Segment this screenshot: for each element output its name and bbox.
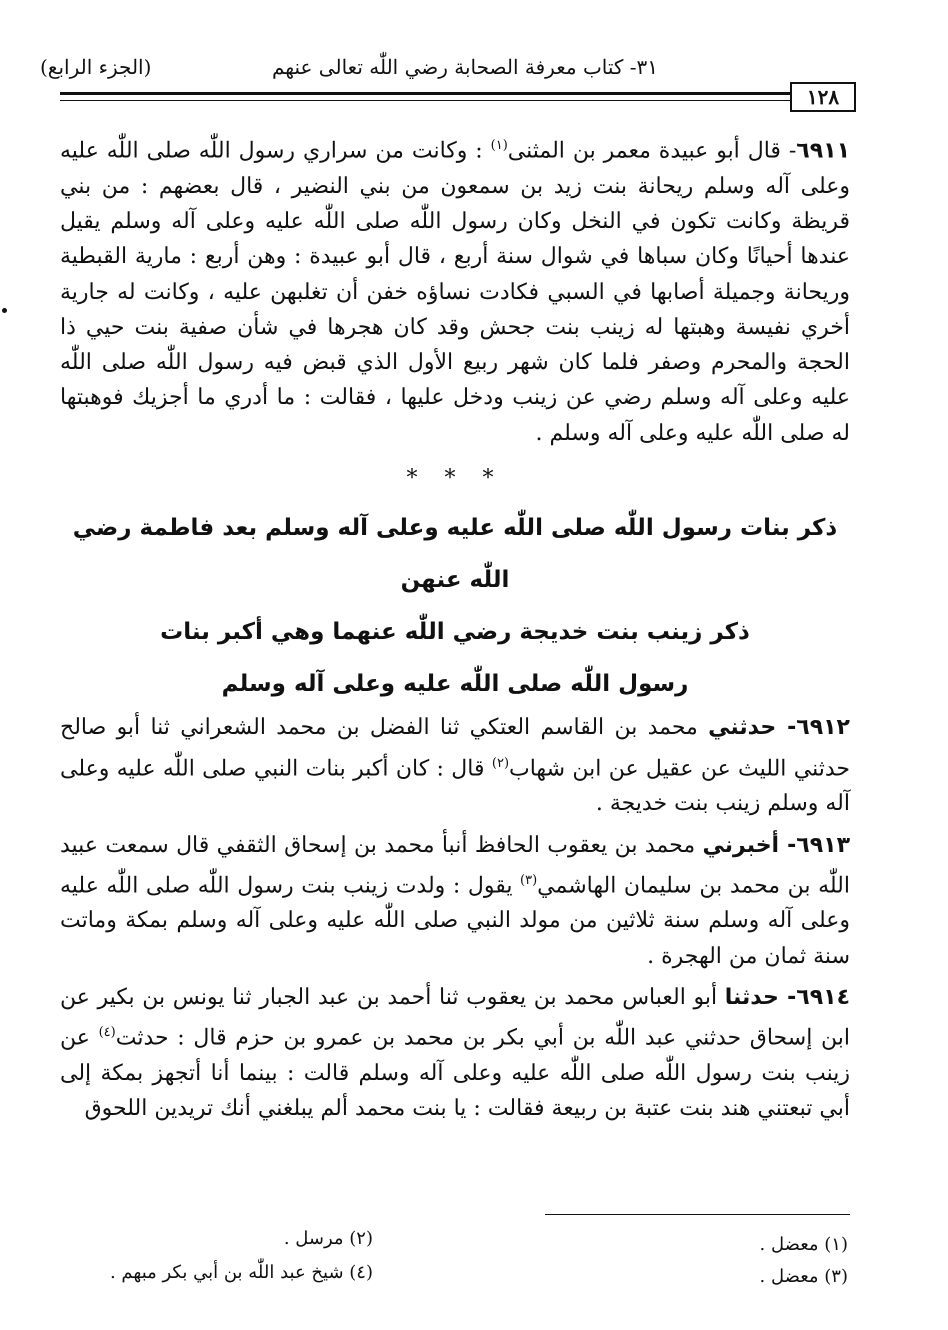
running-header-volume: (الجزء الرابع) bbox=[40, 55, 152, 79]
hadith-6914 bbox=[60, 980, 850, 1127]
footnote-1: (١) معضل . bbox=[759, 1234, 848, 1255]
hadith-number: ٦٩١٢ bbox=[796, 715, 850, 741]
hadith-number: ٦٩١١ bbox=[796, 138, 850, 164]
hadith-text-cont: قال : كان أكبر بنات النبي صلى اللّٰه عليه وعلى آله وسلم زينب بنت خديجة . bbox=[60, 755, 850, 817]
hadith-text-cont: يقول : ولدت زينب بنت رسول اللّٰه صلى اللّٰه عليه وعلى آله وسلم سنة ثلاثين من مولد النبي صلى اللّٰه عليه وعلى آله وسلم بمكة وماتت سنة ثمان من الهجرة . bbox=[60, 873, 850, 969]
header-rule-thin bbox=[60, 100, 790, 101]
hadith-6913 bbox=[60, 828, 850, 975]
hadith-keyword: - أخبرني bbox=[702, 832, 797, 858]
hadith-text: أبو العباس محمد بن يعقوب ثنا أحمد بن عبد الجبار ثنا يونس بن بكير عن ابن إسحاق حدثني عبد اللّٰه بن أبي بكر بن محمد بن عمرو بن حزم قال : حدثت bbox=[60, 985, 850, 1051]
hadith-6911 bbox=[60, 128, 850, 451]
footnote-2: (٢) مرسل . bbox=[283, 1228, 373, 1249]
margin-dot bbox=[2, 308, 7, 313]
hadith-text: محمد بن يعقوب الحافظ أنبأ محمد بن إسحاق الثقفي قال سمعت عبيد اللّٰه بن محمد بن سليمان الهاشمي bbox=[60, 832, 850, 899]
hadith-keyword: - حدثنا bbox=[724, 985, 797, 1011]
hadith-text-cont: عن زينب بنت رسول اللّٰه صلى اللّٰه عليه وعلى آله وسلم قالت : بينما أنا أتجهز بمكة إلى أبي تبعتني هند بنت عتبة بن ربيعة فقالت : يا بنت محمد ألم يبلغني أنك تريدين اللحوق bbox=[60, 1025, 850, 1122]
section-heading-2: ذكر زينب بنت خديجة رضي اللّٰه عنهما وهي أكبر بنات bbox=[160, 619, 750, 646]
hadith-number: ٦٩١٤ bbox=[796, 985, 850, 1011]
page-body bbox=[60, 128, 850, 1133]
hadith-text: - قال أبو عبيدة معمر بن المثنى bbox=[507, 138, 797, 164]
hadith-text: محمد بن القاسم العتكي ثنا الفضل بن محمد الشعراني ثنا أبو صالح حدثني الليث عن عقيل عن ابن شهاب bbox=[60, 715, 850, 781]
page-number: ١٢٨ bbox=[790, 82, 856, 112]
footnote-ref[interactable]: (٢) bbox=[491, 755, 510, 771]
footnote-4: (٤) شيخ عبد اللّٰه بن أبي بكر مبهم . bbox=[109, 1262, 373, 1283]
hadith-number: ٦٩١٣ bbox=[796, 832, 850, 858]
hadith-text-cont: : وكانت من سراري رسول اللّٰه صلى اللّٰه عليه وعلى آله وسلم ريحانة بنت زيد بن سمعون من بني النضير ، قال بعضهم : من بني قريظة وكانت تكون في النخل وكان رسول اللّٰه صلى اللّٰه عليه وعلى آله وسلم يقيل عندها أحيانًا وكان سباها في شوال سنة أربع ، قال أبو عبيدة : وهن أربع : مارية القبطية وريحانة وجميلة أصابها في السبي فكادت نساؤه خفن أن تغلبهن عليه ، وكانت له جارية أخري نفيسة وهبتها له زينب بنت جحش وقد كان هجرها في شأن صفية بنت حيي ذا الحجة والمحرم وصفر فلما كان شهر ربيع الأول الذي قبض فيه رسول اللّٰه صلى اللّٰه عليه وعلى آله وسلم رضي عن زينب ودخل عليها ، فقالت : ما أدري ما أجزيك فوهبتها له صلى اللّٰه عليه وعلى آله وسلم . bbox=[60, 138, 850, 446]
header-rule-thick bbox=[60, 92, 790, 95]
hadith-6912 bbox=[60, 710, 850, 821]
hadith-keyword: - حدثني bbox=[708, 715, 797, 741]
footnote-ref[interactable]: (٤) bbox=[98, 1025, 116, 1041]
section-heading-1: ذكر بنات رسول اللّٰه صلى اللّٰه عليه وعلى آله وسلم بعد فاطمة رضي اللّٰه عنهن bbox=[72, 515, 838, 594]
section-divider-stars: * * * bbox=[406, 466, 504, 491]
footnote-ref[interactable]: (١) bbox=[490, 138, 508, 153]
footnote-ref[interactable]: (٣) bbox=[520, 872, 538, 888]
footnote-3: (٣) معضل . bbox=[759, 1266, 848, 1287]
footnote-rule bbox=[545, 1214, 850, 1215]
section-heading-3: رسول اللّٰه صلى اللّٰه عليه وعلى آله وسلم bbox=[221, 671, 689, 698]
running-header-chapter: ٣١- كتاب معرفة الصحابة رضي اللّٰه تعالى عنهم bbox=[271, 55, 659, 79]
